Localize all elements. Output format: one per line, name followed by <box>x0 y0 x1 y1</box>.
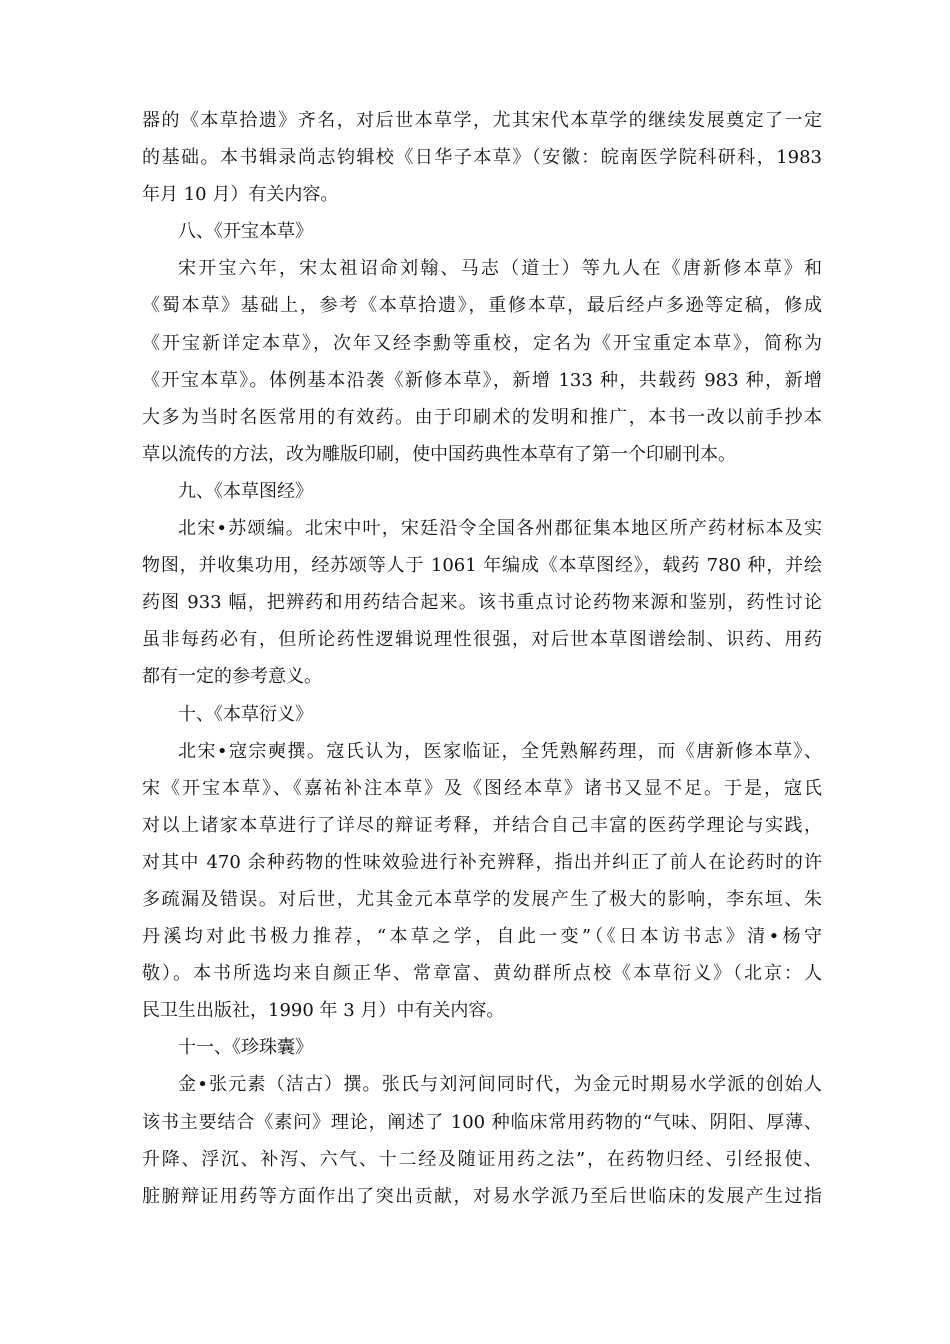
section-heading: 十一、《珍珠囊》 <box>178 1037 313 1059</box>
text-line: 多疏漏及错误。对后世，尤其金元本草学的发展产生了极大的影响，李东垣、朱 <box>142 888 822 910</box>
text-line: 都有一定的参考意义。 <box>142 666 322 688</box>
text-line: 《蜀本草》基础上，参考《本草拾遗》，重修本草，最后经卢多逊等定稿，修成 <box>142 295 822 317</box>
text-line: 升降、浮沉、补泻、六气、十二经及随证用药之法”，在药物归经、引经报使、 <box>142 1148 822 1170</box>
text-line: 物图，并收集功用，经苏颂等人于 1061 年编成《本草图经》，载药 780 种，并绘 <box>142 555 822 577</box>
text-line: 该书主要结合《素问》理论，阐述了 100 种临床常用药物的“气味、阴阳、厚薄、 <box>142 1111 822 1133</box>
section-heading: 八、《开宝本草》 <box>178 221 313 243</box>
text-line: 民卫生出版社，1990 年 3 月）中有关内容。 <box>142 1000 505 1022</box>
text-line: 北宋•苏颂编。北宋中叶，宋廷沿令全国各州郡征集本地区所产药材标本及实 <box>178 518 822 540</box>
text-line: 北宋•寇宗奭撰。寇氏认为，医家临证，全凭熟解药理，而《唐新修本草》、 <box>178 740 822 762</box>
text-line: 《开宝本草》。体例基本沿袭《新修本草》，新增 133 种，共载药 983 种，新增 <box>142 369 822 391</box>
text-line: 大多为当时名医常用的有效药。由于印刷术的发明和推广，本书一改以前手抄本 <box>142 406 822 428</box>
text-line: 《开宝新详定本草》，次年又经李勳等重校，定名为《开宝重定本草》，简称为 <box>142 332 822 354</box>
text-line: 器的《本草拾遗》齐名，对后世本草学，尤其宋代本草学的继续发展奠定了一定 <box>142 110 822 131</box>
text-line: 脏腑辩证用药等方面作出了突出贡献，对易水学派乃至后世临床的发展产生过指 <box>142 1185 822 1207</box>
text-line: 敬）。本书所选均来自颜正华、常章富、黄幼群所点校《本草衍义》（北京：人 <box>142 963 822 985</box>
text-line: 药图 933 幅，把辨药和用药结合起来。该书重点讨论药物来源和鉴别，药性讨论 <box>142 592 822 614</box>
text-line: 草以流传的方法，改为雕版印刷，使中国药典性本草有了第一个印刷刊本。 <box>142 443 736 465</box>
section-heading: 十、《本草衍义》 <box>178 703 313 725</box>
section-heading: 九、《本草图经》 <box>178 480 313 502</box>
text-line: 年月 10 月）有关内容。 <box>142 184 339 206</box>
document-body <box>142 102 822 1215</box>
text-line: 的基础。本书辑录尚志钧辑校《日华子本草》（安徽：皖南医学院科研科，1983 <box>142 147 822 169</box>
text-line: 丹溪均对此书极力推荐，“本草之学，自此一变”（《日本访书志》清•杨守 <box>142 926 822 948</box>
text-line: 金•张元素（洁古）撰。张氏与刘河间同时代，为金元时期易水学派的创始人 <box>178 1074 822 1096</box>
text-line: 对其中 470 余种药物的性味效验进行补充辨释，指出并纠正了前人在论药时的许 <box>142 851 822 873</box>
text-line: 虽非每药必有，但所论药性逻辑说理性很强，对后世本草图谱绘制、识药、用药 <box>142 629 822 651</box>
text-line: 宋《开宝本草》、《嘉祐补注本草》及《图经本草》诸书又显不足。于是，寇氏 <box>142 777 822 799</box>
text-line: 宋开宝六年，宋太祖诏命刘翰、马志（道士）等九人在《唐新修本草》和 <box>178 258 822 280</box>
text-line: 对以上诸家本草进行了详尽的辩证考释，并结合自己丰富的医药学理论与实践， <box>142 814 822 836</box>
